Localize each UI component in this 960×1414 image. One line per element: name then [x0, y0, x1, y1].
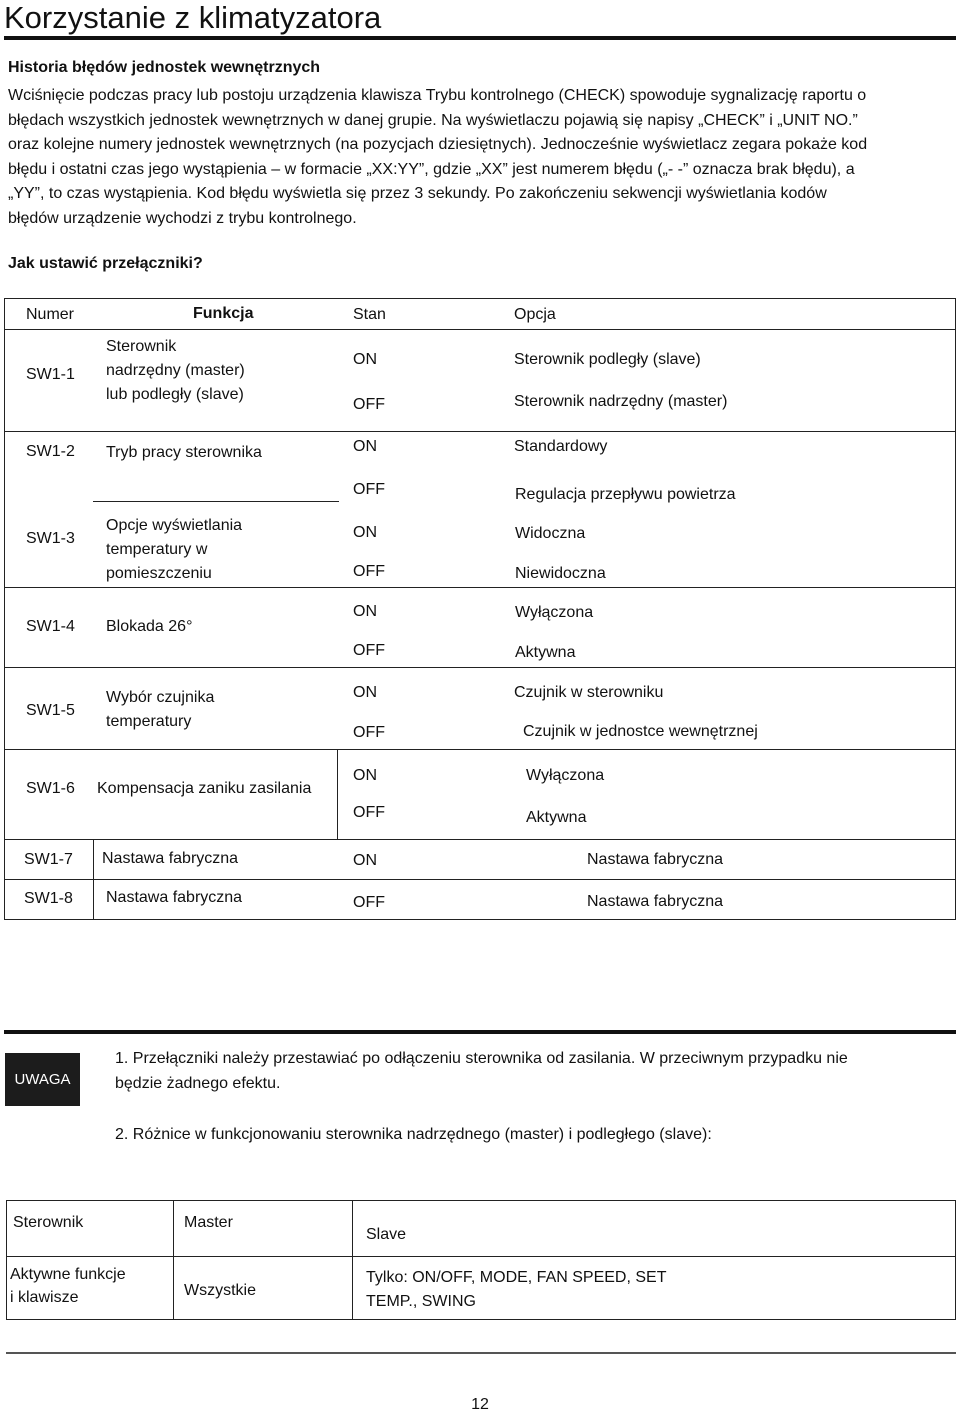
- switch-function: Blokada 26°: [106, 618, 193, 635]
- switch-option: Wyłączona: [526, 767, 605, 784]
- switch-number: SW1-8: [24, 890, 73, 907]
- note-item-1: [115, 1046, 848, 1096]
- switch-state-off: OFF: [353, 894, 385, 911]
- error-history-heading: Historia błędów jednostek wewnętrznych: [8, 59, 321, 76]
- switch-option: Nastawa fabryczna: [587, 851, 724, 868]
- switch-option: Aktywna: [515, 644, 576, 661]
- switch-number: SW1-3: [26, 530, 75, 547]
- header-number: Numer: [26, 306, 75, 323]
- function-line: temperatury: [106, 713, 192, 730]
- switch-number: SW1-5: [26, 702, 75, 719]
- header-option: Opcja: [514, 306, 556, 323]
- header-state: Stan: [353, 306, 386, 323]
- switch-state-off: OFF: [353, 396, 385, 413]
- title-rule: [4, 36, 956, 40]
- switch-state-off: OFF: [353, 563, 385, 580]
- switch-settings-table: [4, 298, 956, 920]
- paragraph-line: błędów urządzenie wychodzi z trybu kontrolnego.: [8, 209, 357, 227]
- slave-value-line: TEMP., SWING: [366, 1293, 476, 1310]
- switch-number: SW1-1: [26, 366, 75, 383]
- switch-option: Sterownik podległy (slave): [514, 351, 701, 368]
- bottom-rule: [6, 1352, 956, 1354]
- paragraph-line: Wciśnięcie podczas pracy lub postoju urządzenia klawisza Trybu kontrolnego (CHECK) spowoduje sygnalizację raportu o: [8, 87, 867, 104]
- note-rule: [4, 1030, 956, 1034]
- switch-option: Niewidoczna: [515, 565, 606, 582]
- table-rule: [5, 431, 955, 432]
- ms-header-controller: Sterownik: [13, 1214, 84, 1231]
- master-slave-table: [6, 1200, 956, 1320]
- ms-master-value: Wszystkie: [184, 1282, 256, 1299]
- switch-option: Widoczna: [515, 525, 586, 542]
- switch-number: SW1-4: [26, 618, 75, 635]
- switch-state-on: ON: [353, 684, 377, 701]
- switch-function: Nastawa fabryczna: [106, 889, 243, 906]
- switch-number: SW1-7: [24, 851, 73, 868]
- switch-function: Nastawa fabryczna: [102, 850, 239, 867]
- ms-slave-value: [366, 1266, 667, 1314]
- switch-option: Nastawa fabryczna: [587, 893, 724, 910]
- table-rule: [173, 1201, 174, 1319]
- error-history-paragraph: [8, 84, 956, 231]
- function-line: Opcje wyświetlania: [106, 517, 243, 534]
- switch-function: Kompensacja zaniku zasilania: [97, 780, 312, 797]
- paragraph-line: błędach wszystkich jednostek wewnętrznych w danej grupie. Na wyświetlaczu pojawią się napisy „CHECK” i „UNIT NO.”: [8, 111, 858, 129]
- table-rule: [93, 839, 94, 919]
- function-line: pomieszczeniu: [106, 565, 212, 582]
- switch-state-on: ON: [353, 351, 377, 368]
- table-rule: [5, 839, 955, 840]
- row-label-line: i klawisze: [10, 1289, 79, 1306]
- switch-function: [106, 514, 242, 586]
- table-rule: [5, 879, 955, 880]
- switch-state-off: OFF: [353, 642, 385, 659]
- switch-option: Czujnik w sterowniku: [514, 684, 664, 701]
- note-badge: UWAGA: [5, 1053, 80, 1106]
- switch-state-off: OFF: [353, 724, 385, 741]
- header-function: Funkcja: [193, 305, 254, 322]
- switch-function: Tryb pracy sterownika: [106, 444, 262, 461]
- switch-state-on: ON: [353, 767, 377, 784]
- paragraph-line: oraz kolejne numery jednostek wewnętrznych (na pozycjach dziesiętnych). Jednocześnie wyświetlacz zegara pokaże kod: [8, 136, 868, 153]
- switch-state-on: ON: [353, 524, 377, 541]
- function-line: Wybór czujnika: [106, 689, 215, 706]
- paragraph-line: „YY”, to czas wystąpienia. Kod błędu wyświetla się przez 3 sekundy. Po zakończeniu sekwencji wyświetlania kodów: [8, 185, 827, 202]
- switch-state-on: ON: [353, 603, 377, 620]
- switch-number: SW1-6: [26, 780, 75, 797]
- note-line: będzie żadnego efektu.: [115, 1075, 281, 1092]
- switch-option: Standardowy: [514, 438, 608, 455]
- switch-state-off: OFF: [353, 804, 385, 821]
- function-line: nadrzędny (master): [106, 362, 245, 379]
- page-title: Korzystanie z klimatyzatora: [4, 0, 382, 35]
- switch-option: Regulacja przepływu powietrza: [515, 486, 736, 503]
- switch-option: Wyłączona: [515, 604, 594, 621]
- switch-function: [106, 335, 245, 407]
- table-rule: [337, 749, 338, 839]
- function-line: temperatury w: [106, 541, 208, 558]
- function-line: Sterownik: [106, 338, 177, 355]
- table-rule: [93, 501, 339, 502]
- switches-heading: Jak ustawić przełączniki?: [8, 255, 203, 272]
- page-number: 12: [471, 1396, 489, 1413]
- ms-header-slave: Slave: [366, 1226, 407, 1243]
- slave-value-line: Tylko: ON/OFF, MODE, FAN SPEED, SET: [366, 1269, 667, 1286]
- table-rule: [5, 749, 955, 750]
- switch-option: Aktywna: [526, 809, 587, 826]
- switch-number: SW1-2: [26, 443, 75, 460]
- switch-state-off: OFF: [353, 481, 385, 498]
- note-item-2: 2. Różnice w funkcjonowaniu sterownika nadrzędnego (master) i podległego (slave):: [115, 1126, 712, 1143]
- switch-option: Czujnik w jednostce wewnętrznej: [523, 723, 758, 740]
- function-line: lub podległy (slave): [106, 386, 244, 403]
- switch-state-on: ON: [353, 438, 377, 455]
- row-label-line: Aktywne funkcje: [10, 1266, 126, 1283]
- table-rule: [5, 587, 955, 588]
- ms-header-master: Master: [184, 1214, 233, 1231]
- paragraph-line: błędu i ostatni czas jego wystąpienia – w formacie „XX:YY”, gdzie „XX” jest numerem błędu („- -” oznacza brak błędu), a: [8, 160, 855, 178]
- table-rule: [5, 329, 955, 330]
- table-rule: [352, 1201, 353, 1319]
- ms-row-label: [10, 1263, 126, 1309]
- switch-option: Sterownik nadrzędny (master): [514, 393, 728, 410]
- switch-state-on: ON: [353, 852, 377, 869]
- note-line: 1. Przełączniki należy przestawiać po odłączeniu sterownika od zasilania. W przeciwnym przypadku nie: [115, 1050, 848, 1067]
- table-rule: [7, 1256, 955, 1257]
- table-rule: [5, 667, 955, 668]
- switch-function: [106, 686, 214, 734]
